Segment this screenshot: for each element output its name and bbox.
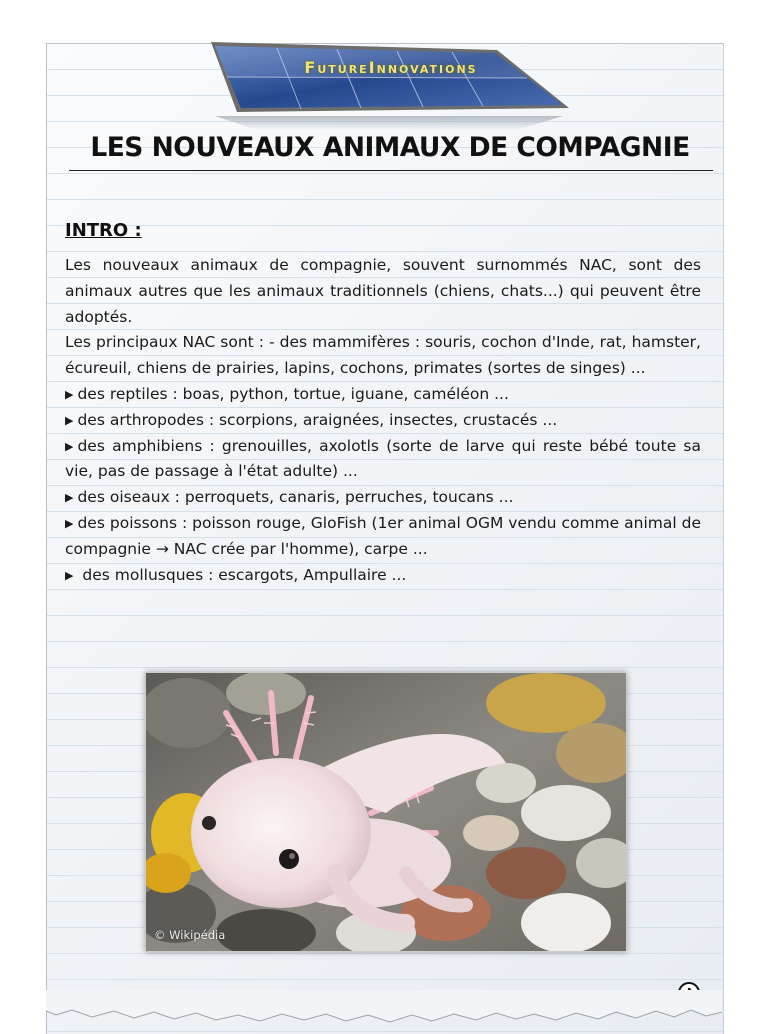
list-item-text: des mollusques : escargots, Ampullaire ... [77, 565, 407, 584]
axolotl-illustration [146, 673, 626, 951]
list-item [65, 382, 701, 408]
torn-paper-edge [46, 990, 722, 1024]
triangle-bullet-icon: ▶ [65, 491, 74, 505]
title-underline [69, 170, 713, 171]
document-page [46, 43, 723, 1034]
axolotl-photo [145, 672, 627, 952]
list-item-text: des oiseaux : perroquets, canaris, perruches, toucans ... [77, 488, 514, 507]
intro-body [65, 253, 701, 588]
list-item [65, 563, 701, 589]
triangle-bullet-icon: ▶ [65, 413, 74, 427]
page-title: LES NOUVEAUX ANIMAUX DE COMPAGNIE [90, 132, 690, 163]
list-item-text: des poissons : poisson rouge, GloFish (1er animal OGM vendu comme animal de compagnie → NAC crée par l'homme), carpe ... [65, 513, 701, 558]
triangle-bullet-icon: ▶ [65, 516, 74, 530]
brand-banner [197, 40, 577, 130]
brand-name: FutureInnovations [304, 58, 478, 77]
list-item [65, 434, 701, 486]
solar-panel-logo [197, 40, 577, 130]
triangle-bullet-icon: ▶ [65, 568, 74, 582]
photo-credit: © Wikipédia [154, 928, 226, 942]
list-item-text: des amphibiens : grenouilles, axolotls (sorte de larve qui reste bébé toute sa vie, pas de passage à l'état adulte) ... [65, 436, 701, 481]
list-item [65, 408, 701, 434]
intro-paragraph-2: Les principaux NAC sont : - des mammifères : souris, cochon d'Inde, rat, hamster, écureuil, chiens de prairies, lapins, cochons, primates (sortes de singes) ... [65, 333, 701, 378]
list-item [65, 511, 701, 563]
list-item-text: des reptiles : boas, python, tortue, iguane, caméléon ... [77, 384, 509, 403]
intro-paragraph-1: Les nouveaux animaux de compagnie, souvent surnommés NAC, sont des animaux autres que les animaux traditionnels (chiens, chats...) qui peuvent être adoptés. [65, 256, 701, 326]
triangle-bullet-icon: ▶ [65, 439, 74, 453]
intro-heading: INTRO : [65, 220, 142, 241]
list-item-text: des arthropodes : scorpions, araignées, insectes, crustacés ... [77, 410, 558, 429]
list-item [65, 485, 701, 511]
triangle-bullet-icon: ▶ [65, 387, 74, 401]
